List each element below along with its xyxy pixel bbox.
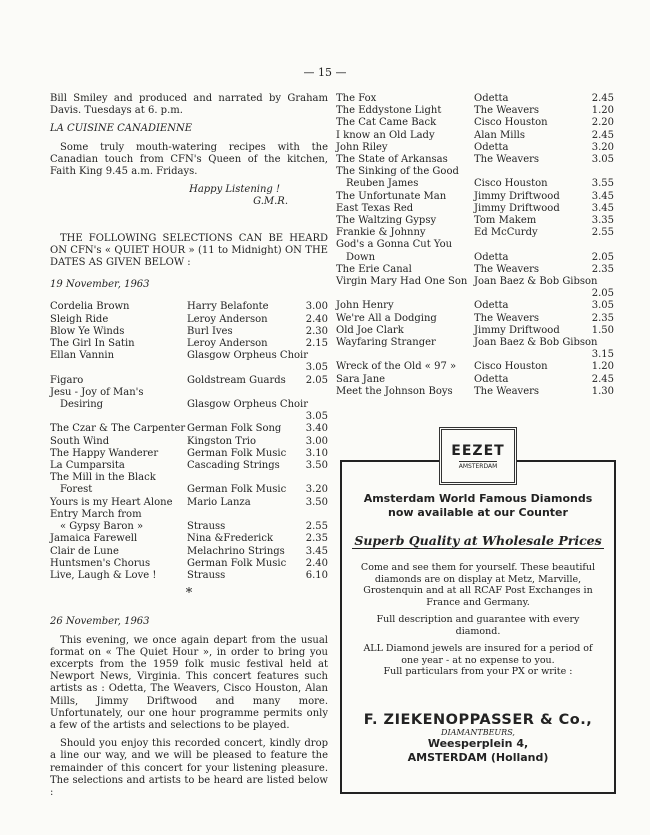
list-item: [50, 448, 328, 460]
song-title: Sara Jane: [336, 373, 386, 385]
list-item: [336, 154, 614, 166]
song-duration: 2.20: [591, 117, 614, 129]
song-artist: Burl Ives: [187, 325, 233, 337]
list-item: [50, 546, 328, 558]
song-duration: [295, 387, 328, 399]
song-artist: Odetta: [474, 373, 509, 385]
list-item: [336, 203, 614, 215]
song-artist: Glasgow Orpheus Choir: [187, 350, 309, 362]
song-title: Jamaica Farewell: [50, 533, 138, 545]
list-item: [336, 386, 614, 398]
song-artist: Jimmy Driftwood: [474, 324, 560, 336]
song-title: Desiring: [60, 399, 104, 411]
list-item: [336, 191, 614, 203]
song-artist: [187, 387, 295, 399]
song-title: The Sinking of the Good: [336, 166, 459, 178]
song-duration: 3.50: [305, 496, 328, 508]
song-duration: [295, 472, 328, 484]
list-item: [336, 264, 614, 276]
song-artist: The Weavers: [474, 263, 540, 275]
list-item: [336, 166, 614, 178]
song-duration: [584, 166, 614, 178]
song-artist: Glasgow Orpheus Choir: [187, 399, 309, 411]
song-title: The Mill in the Black: [50, 472, 156, 484]
song-title: La Cumparsita: [50, 460, 125, 472]
song-duration: 3.40: [305, 423, 328, 435]
song-artist: The Weavers: [474, 312, 540, 324]
song-duration: 3.20: [305, 484, 328, 496]
list-item: [50, 411, 328, 423]
list-item: [336, 178, 614, 190]
eezet-logo: [439, 427, 517, 485]
song-artist: German Folk Music: [187, 557, 287, 569]
song-duration: 3.05: [305, 362, 328, 374]
song-duration: 3.05: [591, 154, 614, 166]
list-item: [336, 349, 614, 361]
list-item: [50, 509, 328, 521]
list-item: [336, 325, 614, 337]
song-title: Huntsmen's Chorus: [50, 557, 151, 569]
song-artist: Nina &Frederick: [187, 533, 274, 545]
list-item: [336, 374, 614, 386]
song-artist: [474, 166, 584, 178]
song-title: Jesu - Joy of Man's: [50, 386, 144, 398]
song-title: Clair de Lune: [50, 545, 119, 557]
cuisine-text: Some truly mouth-watering recipes with the Canadian touch from CFN's Queen of the kitchen, Faith King 9.45 a.m. Fridays.: [50, 141, 328, 178]
song-duration: 2.40: [305, 557, 328, 569]
playlist-folk-festival: [336, 93, 614, 398]
song-artist: [474, 239, 584, 251]
song-artist: [187, 472, 295, 484]
signoff: Happy Listening !: [189, 184, 280, 196]
song-artist: [474, 288, 584, 300]
song-artist: The Weavers: [474, 154, 540, 166]
song-duration: 2.05: [591, 251, 614, 263]
song-duration: 2.05: [305, 374, 328, 386]
song-title: East Texas Red: [336, 202, 414, 214]
playlist-19-nov: [50, 301, 328, 582]
song-title: [50, 411, 187, 423]
song-title: We're All a Dodging: [336, 312, 437, 324]
song-title: Cordelia Brown: [50, 301, 130, 313]
song-title: South Wind: [50, 435, 110, 447]
song-artist: Jimmy Driftwood: [474, 202, 560, 214]
song-duration: 3.45: [591, 202, 614, 214]
list-item: [336, 276, 614, 288]
list-item: [50, 387, 328, 399]
song-artist: Cascading Strings: [187, 460, 280, 472]
list-item: [50, 301, 328, 313]
song-duration: 1.20: [591, 361, 614, 373]
ad-slogan: Superb Quality at Wholesale Prices: [354, 533, 602, 548]
song-title: Entry March from: [50, 508, 142, 520]
list-item: [50, 472, 328, 484]
song-title: John Henry: [336, 300, 394, 312]
list-item: [336, 288, 614, 300]
diamond-advertisement: [340, 460, 616, 794]
ad-headline-2: now available at our Counter: [388, 506, 568, 519]
list-item: [336, 239, 614, 251]
song-duration: 2.45: [591, 129, 614, 141]
song-duration: 3.15: [591, 349, 614, 361]
list-item: [50, 436, 328, 448]
song-artist: Alan Mills: [474, 129, 525, 141]
firm-subtitle: DIAMANTBEURS,: [441, 728, 515, 737]
song-title: The Unfortunate Man: [336, 190, 447, 202]
song-duration: 3.55: [591, 178, 614, 190]
list-item: [336, 117, 614, 129]
song-title: The Erie Canal: [336, 263, 412, 275]
song-artist: [474, 349, 584, 361]
logo-text-top: EEZET: [451, 442, 505, 459]
list-item: [50, 350, 328, 362]
song-duration: [295, 509, 328, 521]
song-duration: 3.35: [591, 215, 614, 227]
song-title: Wreck of the Old « 97 »: [336, 361, 457, 373]
song-duration: 1.30: [591, 385, 614, 397]
list-item: [50, 460, 328, 472]
song-duration: 3.00: [305, 301, 328, 313]
song-duration: 2.55: [591, 227, 614, 239]
cuisine-title: LA CUISINE CANADIENNE: [50, 123, 193, 135]
song-artist: The Weavers: [474, 385, 540, 397]
song-artist: Odetta: [474, 141, 509, 153]
list-item: [50, 338, 328, 350]
song-artist: Cisco Houston: [474, 361, 548, 373]
list-item: [336, 130, 614, 142]
song-title: Reuben James: [346, 178, 419, 190]
song-artist: Odetta: [474, 93, 509, 104]
list-item: [50, 570, 328, 582]
firm-name: F. ZIEKENOPPASSER & Co.,: [363, 712, 593, 728]
song-title: The Girl In Satin: [50, 338, 135, 350]
song-title: The State of Arkansas: [336, 154, 448, 166]
song-duration: 3.05: [305, 411, 328, 423]
concert-paragraph-1: This evening, we once again depart from the usual format on « The Quiet Hour », in order to bring you excerpts from the 1959 folk music festival held at Newport News, Virginia. This concert features such artists as : Odetta, The Weavers, Cisco Houston, Alan Mills, Jimmy Driftwood and many more. Unfortunately, our one hour programme permits only a few of the artists and selections to be played.: [50, 634, 328, 731]
song-duration: 3.45: [591, 190, 614, 202]
song-title: [50, 362, 187, 374]
concert-paragraph-2: Should you enjoy this recorded concert, kindly drop a line our way, and we will be pleased to feature the remainder of this concert for your listening pleasure. The selections and artists to be heard are listed below :: [50, 738, 328, 798]
song-artist: Tom Makem: [474, 215, 537, 227]
song-duration: 2.15: [305, 338, 328, 350]
song-title: The Waltzing Gypsy: [336, 215, 437, 227]
ad-body-1: Come and see them for yourself. These beautiful diamonds are on display at Metz, Marville, Grostenquin and at all RCAF Post Exchanges in France and Germany.: [360, 562, 596, 608]
song-duration: 2.35: [305, 533, 328, 545]
list-item: [336, 142, 614, 154]
list-item: [50, 521, 328, 533]
song-title: Down: [346, 251, 376, 263]
song-artist: Leroy Anderson: [187, 338, 268, 350]
song-duration: 3.45: [305, 545, 328, 557]
song-duration: 1.50: [591, 324, 614, 336]
song-title: I know an Old Lady: [336, 129, 435, 141]
song-artist: Cisco Houston: [474, 178, 548, 190]
song-title: [336, 288, 474, 300]
firm-city: AMSTERDAM (Holland): [407, 751, 549, 764]
list-item: [50, 399, 328, 411]
song-artist: German Folk Music: [187, 484, 287, 496]
song-artist: Joan Baez & Bob Gibson: [474, 337, 598, 349]
list-item: [50, 497, 328, 509]
song-duration: [584, 239, 614, 251]
song-artist: [187, 509, 295, 521]
song-artist: Jimmy Driftwood: [474, 190, 560, 202]
song-title: Meet the Johnson Boys: [336, 385, 453, 397]
song-title: John Riley: [336, 141, 388, 153]
song-duration: 2.35: [591, 263, 614, 275]
song-duration: 2.30: [305, 325, 328, 337]
song-title: Wayfaring Stranger: [336, 337, 436, 349]
song-duration: 3.05: [591, 300, 614, 312]
song-duration: 3.20: [591, 141, 614, 153]
song-duration: 2.45: [591, 373, 614, 385]
song-title: The Eddystone Light: [336, 105, 442, 117]
song-artist: Ed McCurdy: [474, 227, 538, 239]
song-artist: [187, 362, 295, 374]
date-26-nov: 26 November, 1963: [50, 616, 150, 628]
song-title: God's a Gonna Cut You: [336, 239, 453, 251]
song-artist: Harry Belafonte: [187, 301, 269, 313]
song-title: The Cat Came Back: [336, 117, 437, 129]
song-artist: Mario Lanza: [187, 496, 251, 508]
list-item: [336, 215, 614, 227]
song-title: Virgin Mary Had One Son: [336, 276, 468, 288]
list-item: [336, 361, 614, 373]
song-duration: 2.55: [305, 521, 328, 533]
list-item: [50, 533, 328, 545]
song-duration: 2.35: [591, 312, 614, 324]
page-number: — 15 —: [303, 66, 347, 79]
song-artist: Cisco Houston: [474, 117, 548, 129]
ad-headline: [342, 492, 614, 520]
list-item: [50, 423, 328, 435]
song-title: The Fox: [336, 93, 377, 104]
list-item: [336, 93, 614, 105]
song-artist: Kingston Trio: [187, 435, 256, 447]
song-duration: 2.45: [591, 93, 614, 104]
logo-text-bottom: AMSTERDAM: [458, 462, 498, 470]
song-title: Sleigh Ride: [50, 313, 109, 325]
list-item: [50, 362, 328, 374]
list-item: [50, 558, 328, 570]
song-title: Yours is my Heart Alone: [50, 496, 173, 508]
song-artist: Odetta: [474, 251, 509, 263]
song-title: The Happy Wanderer: [50, 447, 159, 459]
initials: G.M.R.: [253, 196, 288, 208]
song-artist: Goldstream Guards: [187, 374, 286, 386]
list-item: [336, 252, 614, 264]
song-artist: Strauss: [187, 569, 226, 581]
ad-body-4: Full particulars from your PX or write :: [383, 666, 573, 677]
list-item: [336, 337, 614, 349]
date-19-nov: 19 November, 1963: [50, 279, 150, 291]
song-duration: 3.10: [305, 447, 328, 459]
song-duration: 3.00: [305, 435, 328, 447]
song-title: Forest: [60, 484, 93, 496]
intro-text: Bill Smiley and produced and narrated by Graham Davis. Tuesdays at 6. p.m.: [50, 93, 328, 117]
song-duration: 2.05: [591, 288, 614, 300]
song-title: Blow Ye Winds: [50, 325, 125, 337]
song-title: Old Joe Clark: [336, 324, 404, 336]
song-artist: Odetta: [474, 300, 509, 312]
song-duration: 1.20: [591, 105, 614, 117]
song-artist: Strauss: [187, 521, 226, 533]
firm-street: Weesperplein 4,: [427, 737, 529, 750]
list-item: [336, 105, 614, 117]
song-title: Figaro: [50, 374, 84, 386]
song-title: The Czar & The Carpenter: [50, 423, 186, 435]
song-artist: The Weavers: [474, 105, 540, 117]
ad-body-2: Full description and guarantee with every diamond.: [376, 614, 580, 637]
song-artist: Joan Baez & Bob Gibson: [474, 276, 598, 288]
ad-headline-1: Amsterdam World Famous Diamonds: [363, 492, 593, 505]
song-duration: 6.10: [305, 569, 328, 581]
right-column: [336, 93, 614, 398]
announcement: THE FOLLOWING SELECTIONS CAN BE HEARD ON CFN's « QUIET HOUR » (11 to Midnight) ON THE DATES AS GIVEN BELOW :: [50, 232, 328, 269]
list-item: [336, 227, 614, 239]
ad-body-3: ALL Diamond jewels are insured for a period of one year - at no expense to you.: [363, 643, 593, 666]
song-title: Ellan Vannin: [50, 350, 115, 362]
song-artist: German Folk Music: [187, 447, 287, 459]
song-title: [336, 349, 474, 361]
list-item: [50, 314, 328, 326]
song-artist: Leroy Anderson: [187, 313, 268, 325]
song-duration: 2.40: [305, 313, 328, 325]
song-duration: 3.50: [305, 460, 328, 472]
list-item: [50, 375, 328, 387]
list-item: [50, 484, 328, 496]
song-title: Frankie & Johnny: [336, 227, 426, 239]
left-column: [50, 93, 328, 799]
star-divider: *: [185, 586, 193, 602]
list-item: [50, 326, 328, 338]
song-artist: German Folk Song: [187, 423, 282, 435]
song-artist: Melachrino Strings: [187, 545, 285, 557]
list-item: [336, 300, 614, 312]
song-title: Live, Laugh & Love !: [50, 569, 157, 581]
list-item: [336, 313, 614, 325]
song-artist: [187, 411, 295, 423]
song-title: « Gypsy Baron »: [60, 521, 144, 533]
